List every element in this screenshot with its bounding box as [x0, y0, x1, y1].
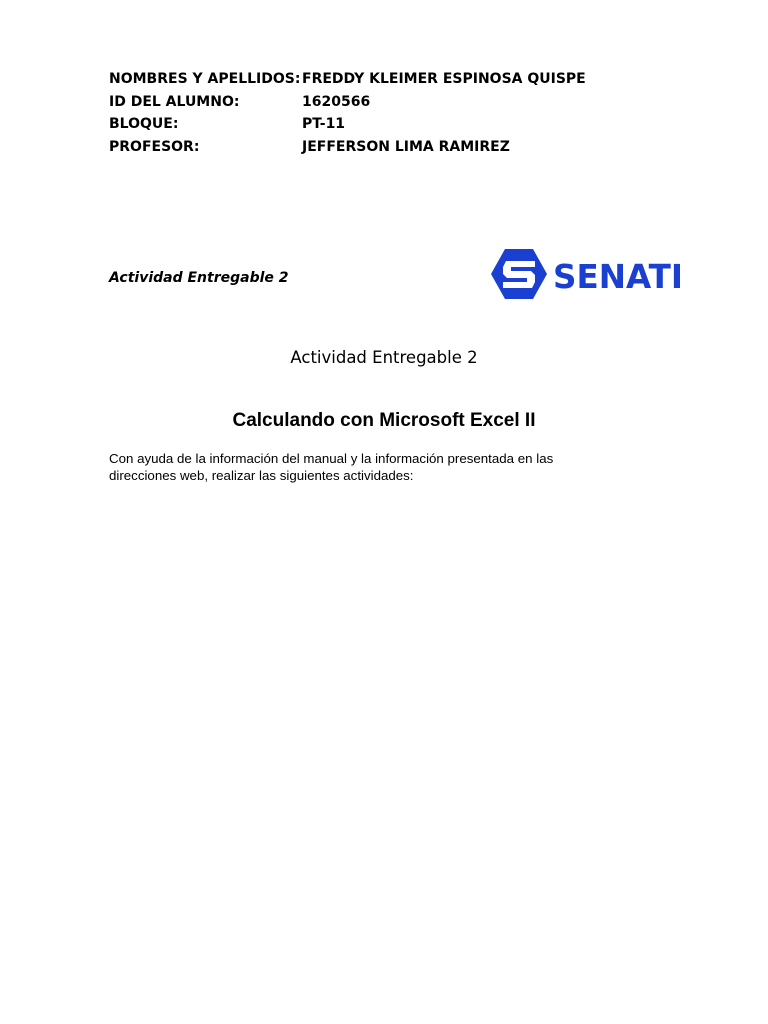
professor-label: PROFESOR:: [109, 138, 200, 155]
block-value: PT-11: [302, 116, 346, 132]
logo-text: SENATI: [553, 257, 683, 296]
id-value: 1620566: [302, 93, 371, 110]
senati-logo: [491, 248, 686, 300]
section-title: Actividad Entregable 2: [290, 348, 478, 367]
senati-hexagon-s-icon: [491, 249, 547, 299]
id-label: ID DEL ALUMNO:: [109, 93, 240, 110]
block-label: BLOQUE:: [109, 116, 179, 132]
activity-label: Actividad Entregable 2: [109, 270, 289, 286]
name-value: FREDDY KLEIMER ESPINOSA QUISPE: [302, 71, 586, 87]
info-row-block: [109, 113, 586, 136]
name-label: NOMBRES Y APELLIDOS:: [109, 71, 301, 87]
student-info-block: [109, 68, 586, 158]
info-row-professor: [109, 136, 586, 159]
page-heading: Calculando con Microsoft Excel II: [232, 410, 536, 431]
info-row-name: [109, 68, 586, 91]
professor-value: JEFFERSON LIMA RAMIREZ: [302, 138, 510, 155]
info-row-id: [109, 91, 586, 114]
intro-paragraph: Con ayuda de la información del manual y la información presentada en las direcciones web, realizar las siguientes actividades:: [109, 451, 554, 483]
